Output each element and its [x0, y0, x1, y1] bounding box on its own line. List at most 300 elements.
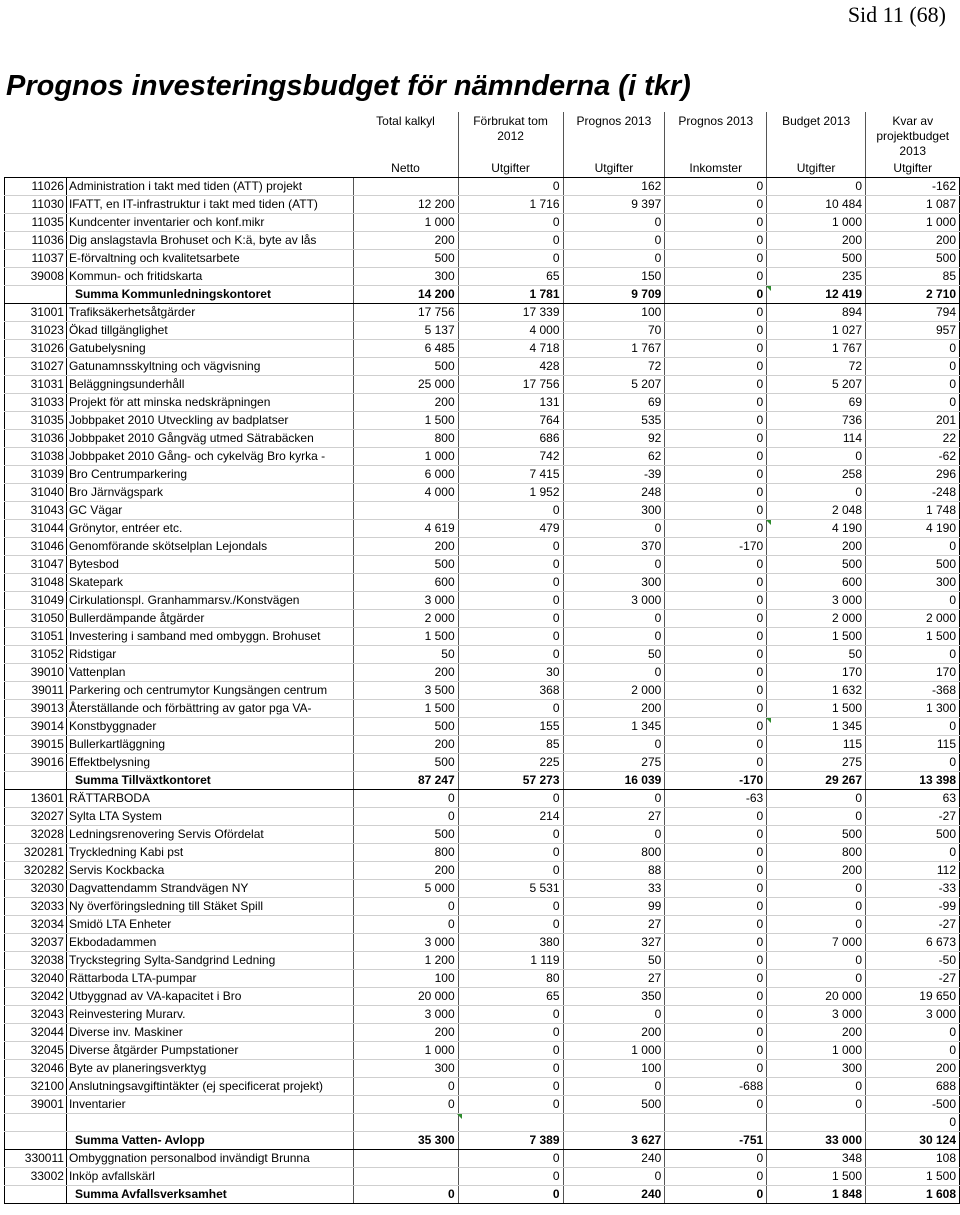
- value-cell: 0: [458, 1096, 563, 1114]
- project-description: Jobbpaket 2010 Gångväg utmed Sätrabäcken: [66, 430, 353, 448]
- value-cell: 2 000: [353, 610, 458, 628]
- value-cell: 0: [563, 232, 665, 250]
- value-cell: 9 397: [563, 196, 665, 214]
- value-cell: 0: [458, 700, 563, 718]
- value-cell: 150: [563, 268, 665, 286]
- project-description: Smidö LTA Enheter: [66, 916, 353, 934]
- project-description: Reinvestering Murarv.: [66, 1006, 353, 1024]
- project-description: Tryckledning Kabi pst: [66, 844, 353, 862]
- value-cell: 1 000: [353, 214, 458, 232]
- value-cell: 0: [665, 502, 767, 520]
- value-cell: -27: [866, 916, 960, 934]
- value-cell: 1 000: [767, 1042, 866, 1060]
- table-row: [5, 682, 960, 700]
- value-cell: 0: [866, 754, 960, 772]
- value-cell: -170: [665, 538, 767, 556]
- value-cell: 4 000: [458, 322, 563, 340]
- value-cell: 300: [563, 574, 665, 592]
- value-cell: 350: [563, 988, 665, 1006]
- value-cell: 170: [866, 664, 960, 682]
- project-code: 330011: [5, 1150, 67, 1168]
- value-cell: 4 619: [353, 520, 458, 538]
- table-row: [5, 448, 960, 466]
- value-cell: 70: [563, 322, 665, 340]
- table-row: [5, 412, 960, 430]
- value-cell: 6 485: [353, 340, 458, 358]
- value-cell: 3 627: [563, 1132, 665, 1150]
- project-code: 31038: [5, 448, 67, 466]
- value-cell: 7 000: [767, 934, 866, 952]
- column-header: Förbrukat tom 2012: [458, 112, 563, 160]
- project-code: 11026: [5, 178, 67, 196]
- value-cell: 65: [458, 988, 563, 1006]
- value-cell: 0: [458, 1006, 563, 1024]
- value-cell: 500: [353, 250, 458, 268]
- project-code: 31023: [5, 322, 67, 340]
- value-cell: 1 500: [767, 1168, 866, 1186]
- value-cell: 57 273: [458, 772, 563, 790]
- project-code: [5, 1186, 67, 1204]
- project-description: Cirkulationspl. Granhammarsv./Konstvägen: [66, 592, 353, 610]
- value-cell: 500: [353, 718, 458, 736]
- value-cell: 894: [767, 304, 866, 322]
- value-cell: 3 000: [767, 592, 866, 610]
- value-cell: 742: [458, 448, 563, 466]
- value-cell: 1 500: [353, 628, 458, 646]
- table-row: [5, 970, 960, 988]
- value-cell: 0: [353, 1186, 458, 1204]
- value-cell: 500: [866, 556, 960, 574]
- project-description: Trafiksäkerhetsåtgärder: [66, 304, 353, 322]
- value-cell: 0: [665, 1042, 767, 1060]
- value-cell: 0: [458, 556, 563, 574]
- value-cell: 0: [563, 1168, 665, 1186]
- project-code: 39008: [5, 268, 67, 286]
- value-cell: 0: [866, 1114, 960, 1132]
- value-cell: 0: [767, 970, 866, 988]
- project-description: Ökad tillgänglighet: [66, 322, 353, 340]
- project-code: 32027: [5, 808, 67, 826]
- value-cell: [353, 1150, 458, 1168]
- project-code: 31033: [5, 394, 67, 412]
- column-header: Prognos 2013: [665, 112, 767, 160]
- value-cell: 0: [353, 1096, 458, 1114]
- value-cell: -39: [563, 466, 665, 484]
- value-cell: 170: [767, 664, 866, 682]
- project-description: Ledningsrenovering Servis Ofördelat: [66, 826, 353, 844]
- value-cell: 0: [665, 1168, 767, 1186]
- summary-row: [5, 772, 960, 790]
- value-cell: 0: [665, 484, 767, 502]
- value-cell: -500: [866, 1096, 960, 1114]
- value-cell: 112: [866, 862, 960, 880]
- value-cell: 0: [353, 808, 458, 826]
- value-cell: 63: [866, 790, 960, 808]
- value-cell: 3 000: [353, 592, 458, 610]
- value-cell: 12 419: [767, 286, 866, 304]
- value-cell: 800: [353, 844, 458, 862]
- value-cell: 14 200: [353, 286, 458, 304]
- value-cell: 5 207: [767, 376, 866, 394]
- value-cell: 19 650: [866, 988, 960, 1006]
- project-description: Effektbelysning: [66, 754, 353, 772]
- value-cell: 0: [866, 718, 960, 736]
- table-row: [5, 1114, 960, 1132]
- value-cell: 16 039: [563, 772, 665, 790]
- value-cell: 0: [458, 1078, 563, 1096]
- value-cell: 0: [353, 790, 458, 808]
- value-cell: 0: [458, 1150, 563, 1168]
- value-cell: 794: [866, 304, 960, 322]
- value-cell: 0: [866, 646, 960, 664]
- value-cell: 0: [767, 1096, 866, 1114]
- value-cell: 300: [767, 1060, 866, 1078]
- value-cell: 0: [767, 952, 866, 970]
- value-cell: 200: [767, 232, 866, 250]
- value-cell: 27: [563, 916, 665, 934]
- value-cell: 1 500: [767, 700, 866, 718]
- table-row: [5, 1150, 960, 1168]
- value-cell: 0: [767, 448, 866, 466]
- value-cell: 0: [458, 898, 563, 916]
- value-cell: 3 000: [353, 1006, 458, 1024]
- value-cell: 25 000: [353, 376, 458, 394]
- value-cell: 688: [866, 1078, 960, 1096]
- table-row: [5, 610, 960, 628]
- value-cell: 2 000: [767, 610, 866, 628]
- project-description: Projekt för att minska nedskräpningen: [66, 394, 353, 412]
- value-cell: 0: [665, 430, 767, 448]
- project-description: Bro Järnvägspark: [66, 484, 353, 502]
- value-cell: 7 389: [458, 1132, 563, 1150]
- project-code: 32030: [5, 880, 67, 898]
- value-cell: 0: [665, 286, 767, 304]
- table-row: [5, 484, 960, 502]
- value-cell: 0: [866, 1042, 960, 1060]
- project-code: 32044: [5, 1024, 67, 1042]
- project-description: Ekbodadammen: [66, 934, 353, 952]
- table-row: [5, 790, 960, 808]
- value-cell: 764: [458, 412, 563, 430]
- value-cell: 50: [563, 952, 665, 970]
- project-code: 11037: [5, 250, 67, 268]
- project-description: Jobbpaket 2010 Utveckling av badplatser: [66, 412, 353, 430]
- value-cell: 200: [353, 736, 458, 754]
- value-cell: 1 500: [866, 628, 960, 646]
- value-cell: 0: [665, 250, 767, 268]
- value-cell: 1 632: [767, 682, 866, 700]
- value-cell: 0: [563, 556, 665, 574]
- value-cell: [353, 502, 458, 520]
- table-row: [5, 268, 960, 286]
- value-cell: [353, 1168, 458, 1186]
- value-cell: 100: [563, 1060, 665, 1078]
- project-description: E-förvaltning och kvalitetsarbete: [66, 250, 353, 268]
- value-cell: 0: [665, 970, 767, 988]
- value-cell: 0: [665, 718, 767, 736]
- project-description: Diverse åtgärder Pumpstationer: [66, 1042, 353, 1060]
- project-description: RÄTTARBODA: [66, 790, 353, 808]
- value-cell: 1 848: [767, 1186, 866, 1204]
- value-cell: 1 000: [563, 1042, 665, 1060]
- value-cell: 85: [866, 268, 960, 286]
- value-cell: 800: [563, 844, 665, 862]
- project-code: [5, 772, 67, 790]
- value-cell: 0: [665, 880, 767, 898]
- value-cell: 3 000: [563, 592, 665, 610]
- value-cell: 0: [665, 646, 767, 664]
- project-code: 32042: [5, 988, 67, 1006]
- value-cell: 0: [767, 790, 866, 808]
- column-subheader: Utgifter: [563, 160, 665, 178]
- value-cell: -248: [866, 484, 960, 502]
- summary-row: [5, 1132, 960, 1150]
- table-row: [5, 988, 960, 1006]
- table-row: [5, 322, 960, 340]
- value-cell: 0: [458, 1042, 563, 1060]
- project-description: [66, 1114, 353, 1132]
- project-description: Gatubelysning: [66, 340, 353, 358]
- value-cell: 500: [353, 556, 458, 574]
- project-code: 32043: [5, 1006, 67, 1024]
- value-cell: 0: [665, 862, 767, 880]
- value-cell: 0: [665, 268, 767, 286]
- value-cell: 0: [458, 232, 563, 250]
- project-code: 31047: [5, 556, 67, 574]
- cell-comment-marker: [766, 520, 771, 525]
- value-cell: 0: [353, 898, 458, 916]
- value-cell: 1 027: [767, 322, 866, 340]
- project-description: Beläggningsunderhåll: [66, 376, 353, 394]
- project-description: Diverse inv. Maskiner: [66, 1024, 353, 1042]
- value-cell: 1 300: [866, 700, 960, 718]
- table-row: [5, 664, 960, 682]
- project-code: 32040: [5, 970, 67, 988]
- value-cell: 0: [563, 826, 665, 844]
- value-cell: 200: [767, 538, 866, 556]
- value-cell: 0: [665, 736, 767, 754]
- value-cell: 0: [563, 214, 665, 232]
- project-code: [5, 286, 67, 304]
- value-cell: 428: [458, 358, 563, 376]
- value-cell: 535: [563, 412, 665, 430]
- value-cell: -368: [866, 682, 960, 700]
- value-cell: 4 718: [458, 340, 563, 358]
- value-cell: 1 000: [353, 1042, 458, 1060]
- value-cell: 235: [767, 268, 866, 286]
- table-row: [5, 1042, 960, 1060]
- project-description: Bullerdämpande åtgärder: [66, 610, 353, 628]
- value-cell: 20 000: [767, 988, 866, 1006]
- project-code: 39014: [5, 718, 67, 736]
- value-cell: 0: [563, 610, 665, 628]
- value-cell: 2 048: [767, 502, 866, 520]
- value-cell: 327: [563, 934, 665, 952]
- table-row: [5, 898, 960, 916]
- value-cell: 0: [767, 880, 866, 898]
- value-cell: 500: [767, 826, 866, 844]
- project-code: 31049: [5, 592, 67, 610]
- table-row: [5, 232, 960, 250]
- value-cell: 3 000: [353, 934, 458, 952]
- value-cell: 0: [665, 304, 767, 322]
- value-cell: 0: [866, 538, 960, 556]
- project-code: 31040: [5, 484, 67, 502]
- value-cell: 0: [665, 808, 767, 826]
- value-cell: 0: [665, 466, 767, 484]
- project-description: Dagvattendamm Strandvägen NY: [66, 880, 353, 898]
- value-cell: 800: [767, 844, 866, 862]
- value-cell: 10 484: [767, 196, 866, 214]
- project-description: Tryckstegring Sylta-Sandgrind Ledning: [66, 952, 353, 970]
- table-row: [5, 304, 960, 322]
- project-code: 11035: [5, 214, 67, 232]
- value-cell: -170: [665, 772, 767, 790]
- value-cell: 85: [458, 736, 563, 754]
- project-description: Parkering och centrumytor Kungsängen centrum: [66, 682, 353, 700]
- project-code: 11030: [5, 196, 67, 214]
- value-cell: 368: [458, 682, 563, 700]
- value-cell: 1 716: [458, 196, 563, 214]
- value-cell: 0: [563, 250, 665, 268]
- project-code: 32034: [5, 916, 67, 934]
- value-cell: 0: [458, 1186, 563, 1204]
- table-body: [5, 178, 960, 1204]
- value-cell: 114: [767, 430, 866, 448]
- project-code: 31026: [5, 340, 67, 358]
- value-cell: 162: [563, 178, 665, 196]
- project-code: 31048: [5, 574, 67, 592]
- value-cell: 248: [563, 484, 665, 502]
- value-cell: 300: [353, 1060, 458, 1078]
- table-row: [5, 700, 960, 718]
- value-cell: 0: [767, 1078, 866, 1096]
- value-cell: 0: [458, 178, 563, 196]
- value-cell: 0: [458, 574, 563, 592]
- value-cell: 0: [458, 250, 563, 268]
- table-row: [5, 952, 960, 970]
- value-cell: 0: [458, 646, 563, 664]
- value-cell: 29 267: [767, 772, 866, 790]
- value-cell: -33: [866, 880, 960, 898]
- value-cell: 131: [458, 394, 563, 412]
- project-description: Investering i samband med ombyggn. Brohuset: [66, 628, 353, 646]
- page-title: Prognos investeringsbudget för nämnderna (i tkr): [6, 70, 691, 102]
- project-description: Inköp avfallskärl: [66, 1168, 353, 1186]
- value-cell: 0: [665, 412, 767, 430]
- value-cell: 0: [458, 214, 563, 232]
- value-cell: 1 608: [866, 1186, 960, 1204]
- value-cell: 0: [665, 394, 767, 412]
- value-cell: 1 119: [458, 952, 563, 970]
- value-cell: 155: [458, 718, 563, 736]
- column-subheader: Inkomster: [665, 160, 767, 178]
- value-cell: 1 500: [767, 628, 866, 646]
- value-cell: 0: [458, 628, 563, 646]
- value-cell: 0: [665, 448, 767, 466]
- value-cell: 957: [866, 322, 960, 340]
- table-row: [5, 646, 960, 664]
- value-cell: 2 710: [866, 286, 960, 304]
- value-cell: 0: [458, 916, 563, 934]
- value-cell: 1 781: [458, 286, 563, 304]
- value-cell: 0: [665, 322, 767, 340]
- value-cell: 0: [665, 1150, 767, 1168]
- project-description: Gatunamnsskyltning och vägvisning: [66, 358, 353, 376]
- value-cell: 69: [767, 394, 866, 412]
- value-cell: 0: [665, 934, 767, 952]
- project-description: Rättarboda LTA-pumpar: [66, 970, 353, 988]
- value-cell: 0: [665, 628, 767, 646]
- summary-row: [5, 286, 960, 304]
- project-description: IFATT, en IT-infrastruktur i takt med tiden (ATT): [66, 196, 353, 214]
- table-row: [5, 394, 960, 412]
- value-cell: 200: [353, 394, 458, 412]
- value-cell: 200: [353, 538, 458, 556]
- value-cell: 1 767: [767, 340, 866, 358]
- value-cell: 1 345: [767, 718, 866, 736]
- value-cell: 380: [458, 934, 563, 952]
- value-cell: 0: [866, 394, 960, 412]
- value-cell: 0: [563, 520, 665, 538]
- table-row: [5, 178, 960, 196]
- value-cell: 7 415: [458, 466, 563, 484]
- value-cell: 0: [767, 898, 866, 916]
- value-cell: 600: [767, 574, 866, 592]
- value-cell: 200: [353, 232, 458, 250]
- value-cell: 0: [458, 790, 563, 808]
- value-cell: 9 709: [563, 286, 665, 304]
- project-code: 32028: [5, 826, 67, 844]
- value-cell: 100: [353, 970, 458, 988]
- project-description: Bytesbod: [66, 556, 353, 574]
- value-cell: 0: [665, 664, 767, 682]
- value-cell: 240: [563, 1186, 665, 1204]
- value-cell: -162: [866, 178, 960, 196]
- value-cell: 100: [563, 304, 665, 322]
- column-header: Prognos 2013: [563, 112, 665, 160]
- project-description: Kommun- och fritidskarta: [66, 268, 353, 286]
- value-cell: 22: [866, 430, 960, 448]
- value-cell: [458, 1114, 563, 1132]
- project-code: 31046: [5, 538, 67, 556]
- value-cell: 5 000: [353, 880, 458, 898]
- project-description: Grönytor, entréer etc.: [66, 520, 353, 538]
- value-cell: 686: [458, 430, 563, 448]
- value-cell: 3 000: [767, 1006, 866, 1024]
- project-code: 32100: [5, 1078, 67, 1096]
- value-cell: 736: [767, 412, 866, 430]
- project-description: Vattenplan: [66, 664, 353, 682]
- column-subheader: Utgifter: [458, 160, 563, 178]
- project-code: 31043: [5, 502, 67, 520]
- value-cell: 27: [563, 970, 665, 988]
- value-cell: 0: [665, 916, 767, 934]
- value-cell: 62: [563, 448, 665, 466]
- table-row: [5, 250, 960, 268]
- value-cell: 115: [767, 736, 866, 754]
- value-cell: 0: [458, 844, 563, 862]
- value-cell: 0: [665, 556, 767, 574]
- table-row: [5, 1024, 960, 1042]
- value-cell: -62: [866, 448, 960, 466]
- value-cell: 17 756: [458, 376, 563, 394]
- value-cell: 0: [563, 736, 665, 754]
- project-description: Genomförande skötselplan Lejondals: [66, 538, 353, 556]
- value-cell: 6 000: [353, 466, 458, 484]
- project-description: Jobbpaket 2010 Gång- och cykelväg Bro kyrka -: [66, 448, 353, 466]
- project-code: 11036: [5, 232, 67, 250]
